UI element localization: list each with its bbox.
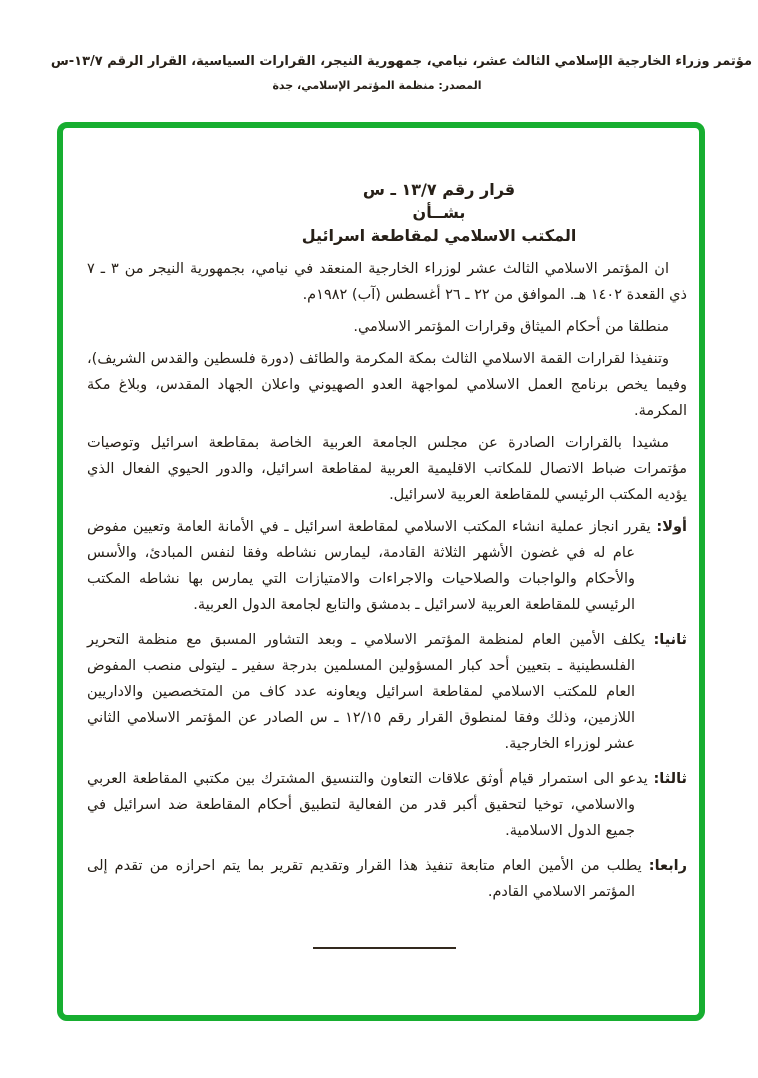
clause-text: يطلب من الأمين العام متابعة تنفيذ هذا القرار وتقديم تقرير بما يتم احرازه من تقدم إلى المؤتمر الاسلامي القادم. [87,858,642,900]
preamble-paragraph: منطلقا من أحكام الميثاق وقرارات المؤتمر الاسلامي. [353,319,669,335]
clause-text: يقرر انجاز عملية انشاء المكتب الاسلامي لمقاطعة اسرائيل ـ في الأمانة العامة وتعيين مفوض عام له في غضون الأشهر الثلاثة القادمة، ليمارس نشاطه وفقا لنفس المبادئ، والأسس والأحكام والواجبات والصلاحيات والاجراءات والامتيازات التي يمارس بها نشاطه المكتب الرئيسي للمقاطعة العربية لاسرائيل ـ بدمشق والتابع لجامعة الدول العربية. [87,519,651,613]
document-frame [57,122,705,1021]
clause-label: رابعا: [648,858,687,874]
clause-first [87,514,687,618]
document-body [63,128,699,1015]
footer-divider-rule [313,947,456,949]
clause-text: يكلف الأمين العام لمنظمة المؤتمر الاسلامي ـ وبعد التشاور المسبق مع منظمة التحرير الفلسطينية ـ بتعيين أحد كبار المسؤولين المسلمين بدرجة سفير ـ ليتولى منصب المفوض العام للمكتب الاسلامي لمقاطعة اسرائيل ويعاونه عدد كاف من المتخصصين والاداريين اللازمين، وذلك وفقا لمنطوق القرار رقم ١٢/١٥ ـ س الصادر عن المؤتمر الاسلامي الثاني عشر لوزراء الخارجية. [87,632,646,752]
preamble-paragraph: ان المؤتمر الاسلامي الثالث عشر لوزراء الخارجية المنعقد في نيامي، بجمهورية النيجر من ٣ ـ ٧ ذي القعدة ١٤٠٢ هـ. الموافق من ٢٢ ـ ٢٦ أغسطس (آب) ١٩٨٢م. [87,261,687,303]
source-header-line1: مؤتمر وزراء الخارجية الإسلامي الثالث عشر، نيامي، جمهورية النيجر، القرارات السياسية، القرار الرقم ١٣/٧-س [50,54,752,69]
resolution-number: قرار رقم ١٣/٧ ـ س [362,180,516,199]
clause-label: ثالثا: [653,771,687,787]
clause-label: ثانيا: [653,632,687,648]
clause-second [87,627,687,757]
source-header [0,54,754,92]
resolution-regarding: بشــأن [412,203,466,222]
clause-label: أولا: [656,519,688,535]
clause-fourth [87,853,687,905]
source-header-line2: المصدر: منظمة المؤتمر الإسلامي، جدة [272,79,482,92]
resolution-title-block [139,178,739,247]
preamble-paragraph: وتنفيذا لقرارات القمة الاسلامي الثالث بمكة المكرمة والطائف (دورة فلسطين والقدس الشريف)، وفيما يخص برنامج العمل الاسلامي لمواجهة العدو الصهيوني واعلان الجهاد المقدس، وبلاغ مكة المكرمة. [87,351,687,419]
resolution-subject: المكتب الاسلامي لمقاطعة اسرائيل [301,226,577,245]
preamble-paragraph: مشيدا بالقرارات الصادرة عن مجلس الجامعة العربية الخاصة بمقاطعة اسرائيل وتوصيات مؤتمرات ضباط الاتصال للمكاتب الاقليمية العربية لمقاطعة اسرائيل، والدور الحيوي الفعال الذي يؤديه المكتب الرئيسي للمقاطعة العربية لاسرائيل. [87,435,687,503]
clause-third [87,766,687,844]
clause-text: يدعو الى استمرار قيام أوثق علاقات التعاون والتنسيق المشترك بين مكتبي المقاطعة العربي والاسلامي، توخيا لتحقيق أكبر قدر من الفعالية لتطبيق أحكام المقاطعة ضد اسرائيل في جميع الدول الاسلامية. [87,771,648,839]
